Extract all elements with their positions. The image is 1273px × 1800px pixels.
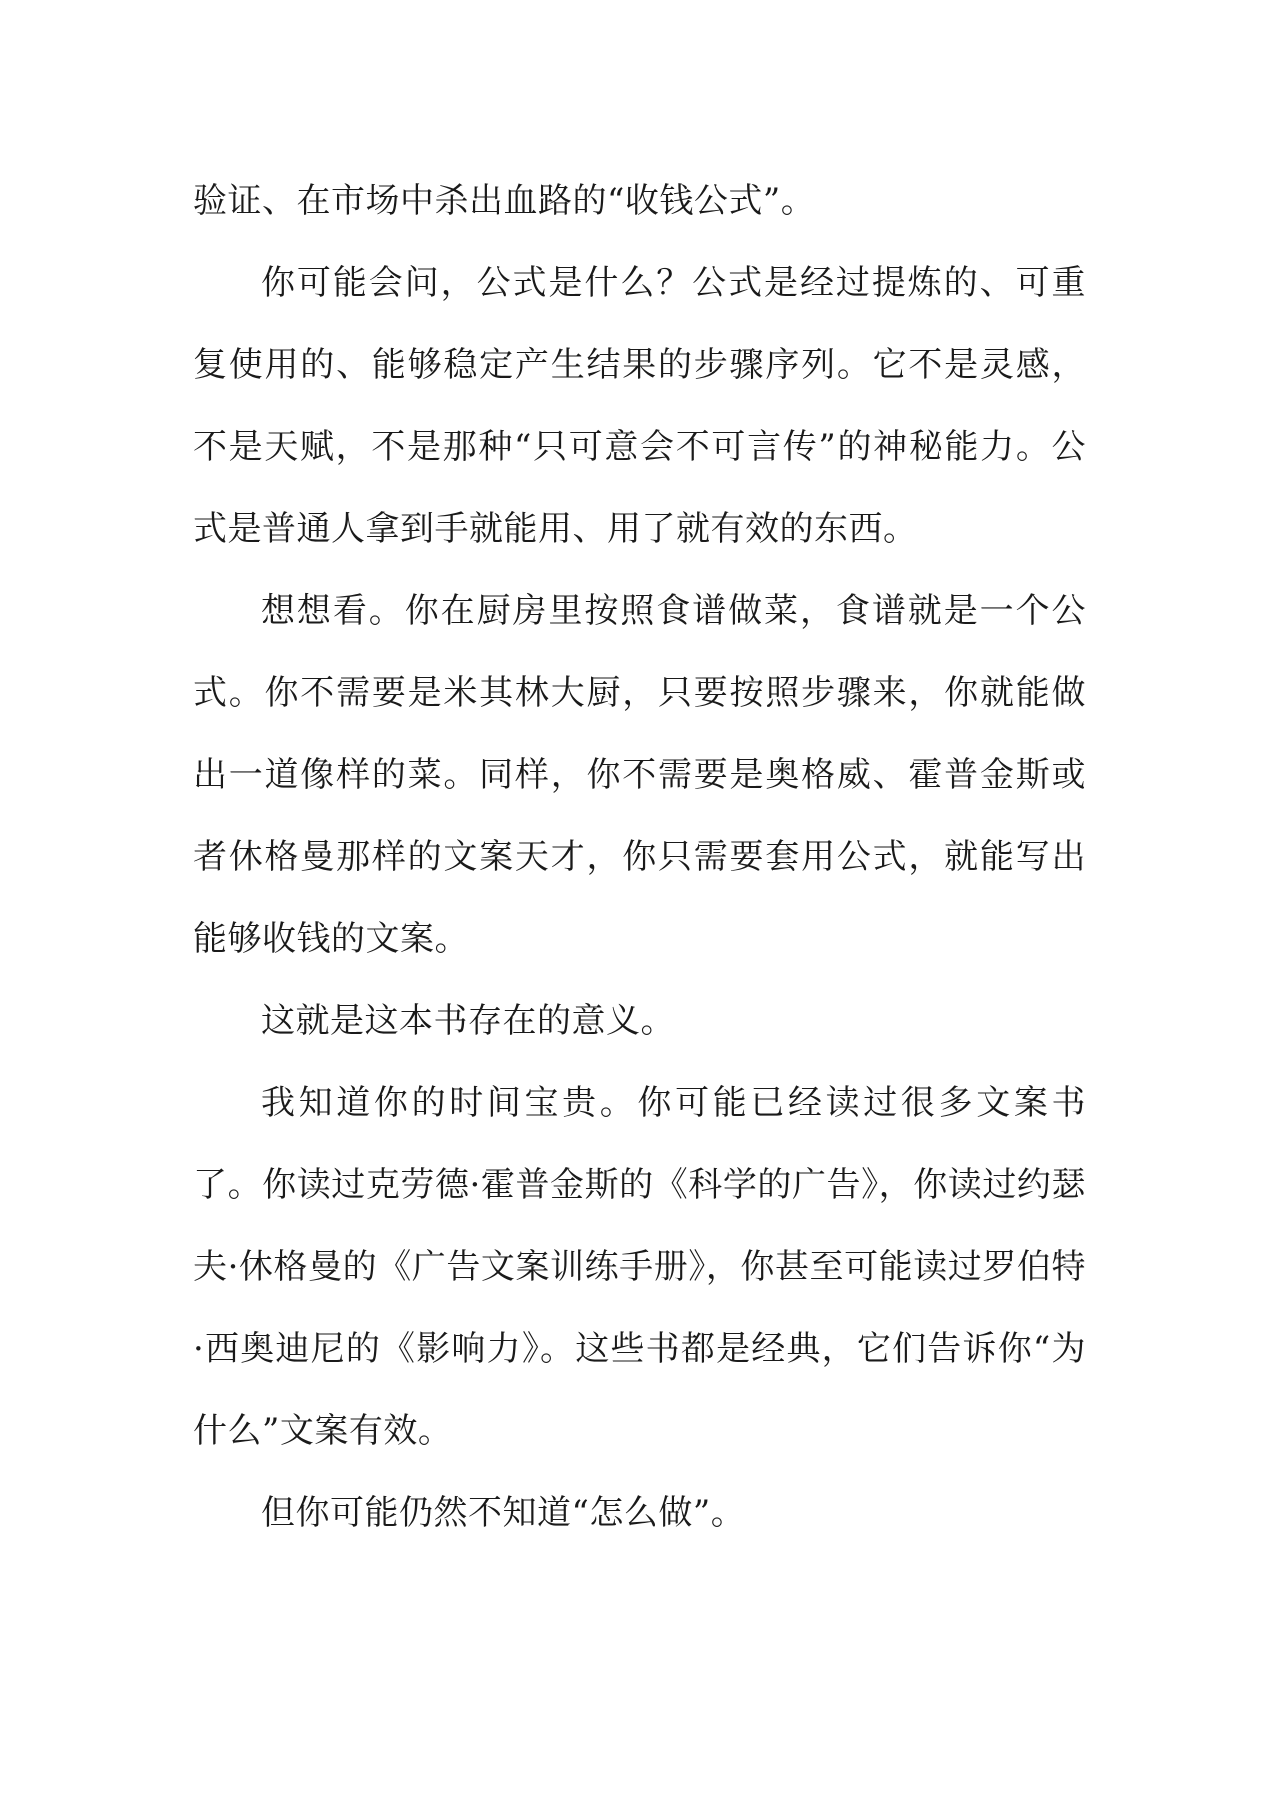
document-page xyxy=(193,160,1086,1554)
paragraph-3: 想想看。你在厨房里按照食谱做菜，食谱就是一个公式。你不需要是米其林大厨，只要按照步骤来，你就能做出一道像样的菜。同样，你不需要是奥格威、霍普金斯或者休格曼那样的文案天才，你只需要套用公式，就能写出能够收钱的文案。 xyxy=(193,591,1086,959)
paragraph-1: 验证、在市场中杀出血路的“收钱公式”。 xyxy=(193,181,816,221)
paragraph-6: 但你可能仍然不知道“怎么做”。 xyxy=(261,1493,746,1533)
paragraph-4: 这就是这本书存在的意义。 xyxy=(261,1001,675,1041)
paragraph-2: 你可能会问，公式是什么？公式是经过提炼的、可重复使用的、能够稳定产生结果的步骤序列。它不是灵感，不是天赋，不是那种“只可意会不可言传”的神秘能力。公式是普通人拿到手就能用、用了就有效的东西。 xyxy=(193,263,1086,549)
paragraph-5: 我知道你的时间宝贵。你可能已经读过很多文案书了。你读过克劳德·霍普金斯的《科学的广告》，你读过约瑟夫·休格曼的《广告文案训练手册》，你甚至可能读过罗伯特·西奥迪尼的《影响力》。这些书都是经典，它们告诉你“为什么”文案有效。 xyxy=(193,1083,1086,1451)
